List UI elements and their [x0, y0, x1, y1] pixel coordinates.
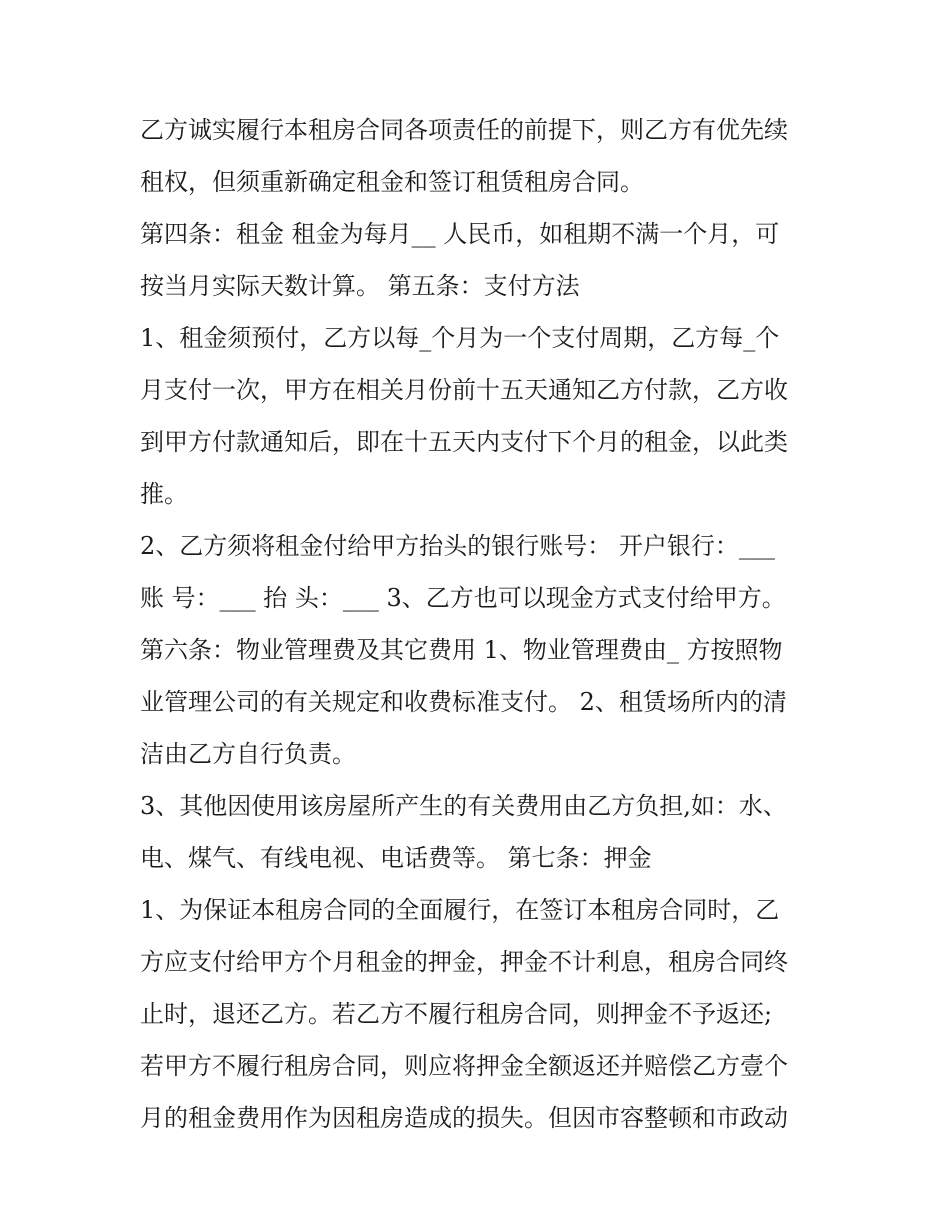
text-line: 若甲方不履行租房合同，则应将押金全额返还并赔偿乙方壹个: [140, 1052, 788, 1080]
text-line: 2、乙方须将租金付给甲方抬头的银行账号： 开户银行：___: [140, 532, 775, 560]
text-line: 租权，但须重新确定租金和签订租赁租房合同。: [140, 168, 644, 196]
contract-text: [140, 104, 830, 1144]
text-line: 月的租金费用作为因租房造成的损失。但因市容整顿和市政动: [140, 1104, 788, 1132]
text-line: 1、租金须预付，乙方以每_个月为一个支付周期，乙方每_个: [140, 324, 780, 352]
text-line: 第四条：租金 租金为每月__ 人民币，如租期不满一个月，可: [140, 220, 780, 248]
text-line: 电、煤气、有线电视、电话费等。 第七条：押金: [140, 844, 652, 872]
text-line: 按当月实际天数计算。 第五条：支付方法: [140, 272, 580, 300]
text-line: 第六条：物业管理费及其它费用 1、物业管理费由_ 方按照物: [140, 636, 783, 664]
text-line: 3、其他因使用该房屋所产生的有关费用由乙方负担,如：水、: [140, 792, 787, 820]
text-line: 账 号：___ 抬 头：___ 3、乙方也可以现金方式支付给甲方。: [140, 584, 786, 612]
text-line: 乙方诚实履行本租房合同各项责任的前提下，则乙方有优先续: [140, 116, 788, 144]
text-line: 1、为保证本租房合同的全面履行，在签订本租房合同时，乙: [140, 896, 780, 924]
text-line: 止时，退还乙方。若乙方不履行租房合同，则押金不予返还;: [140, 1000, 773, 1028]
text-line: 到甲方付款通知后，即在十五天内支付下个月的租金，以此类: [140, 428, 788, 456]
text-line: 方应支付给甲方个月租金的押金，押金不计利息，租房合同终: [140, 948, 788, 976]
text-line: 洁由乙方自行负责。: [140, 740, 356, 768]
text-line: 推。: [140, 480, 188, 508]
text-line: 业管理公司的有关规定和收费标准支付。 2、租赁场所内的清: [140, 688, 787, 716]
text-line: 月支付一次，甲方在相关月份前十五天通知乙方付款，乙方收: [140, 376, 788, 404]
